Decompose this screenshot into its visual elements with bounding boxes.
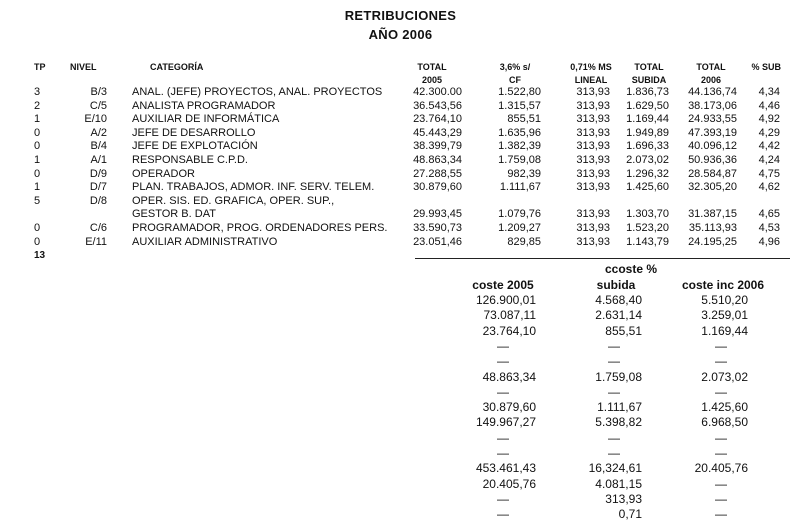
cell-cf: 1.522,80 [498, 86, 541, 98]
cell-subida: 1.143,79 [626, 235, 669, 248]
cell-lineal: 313,93 [576, 86, 610, 98]
cell-total2005: 29.993,45 [413, 208, 462, 221]
summary-cell-coste2005: 73.087,11 [483, 308, 536, 323]
summary-cell-ccoste: — [608, 338, 620, 353]
cell-total2006: 35.113,93 [688, 222, 737, 234]
cell-subida: 1.303,70 [626, 208, 669, 221]
summary-cell-ccoste: — [608, 430, 620, 445]
summary-cell-ccoste: — [608, 354, 620, 369]
cell-nivel: C/6 [89, 222, 107, 234]
cell-total2005: 23.764,10 [413, 113, 462, 126]
cell-lineal: 313,93 [576, 208, 610, 221]
cell-tp: 5 [34, 194, 41, 207]
cell-nivel: C/5 [89, 99, 107, 112]
cell-cf: 1.209,27 [498, 222, 541, 234]
cell-subida: 2.073,02 [626, 154, 669, 166]
cell-total2005: 23.051,46 [413, 235, 462, 248]
cell-lineal: 313,93 [576, 222, 610, 234]
cell-total2006: 50.936,36 [688, 154, 737, 166]
summary-cell-ccoste: 855,51 [605, 323, 642, 338]
cell-total2005: 38.399,79 [413, 140, 462, 153]
cell-nivel: A/1 [90, 154, 107, 166]
cell-categoria: OPER. SIS. ED. GRAFICA, OPER. SUP., [132, 194, 335, 207]
summary-cell-ccoste: 0,71 [618, 507, 642, 522]
cell-categoria: AUXILIAR DE INFORMÁTICA [132, 113, 280, 126]
cell-total2006: 47.393,19 [688, 126, 737, 139]
cell-lineal: 313,93 [576, 99, 610, 112]
summary-cell-costeinc: — [715, 384, 727, 399]
cell-pct: 4,65 [758, 208, 780, 221]
cell-lineal: 313,93 [576, 167, 610, 180]
cell-subida: 1.629,50 [626, 99, 669, 112]
cell-total2006: 32.305,20 [688, 181, 737, 194]
cell-tp: 0 [34, 167, 41, 180]
cell-categoria: JEFE DE EXPLOTACIÓN [132, 140, 258, 153]
summary-cell-ccoste: 313,93 [605, 491, 642, 506]
cell-categoria: OPERADOR [132, 167, 195, 180]
header-total2006-l2: 2006 [700, 75, 722, 85]
cell-tp: 2 [34, 99, 41, 112]
cell-tp: 0 [34, 126, 41, 139]
summary-header-ccoste-l1: ccoste % [604, 262, 658, 276]
summary-cell-costeinc: 3.259,01 [701, 308, 748, 323]
cell-pct: 4,92 [758, 113, 780, 126]
cell-total2005: 33.590,73 [413, 222, 462, 234]
summary-cell-costeinc: — [715, 507, 727, 522]
cell-lineal: 313,93 [576, 235, 610, 248]
cell-cf: 1.079,76 [498, 208, 541, 221]
summary-cell-costeinc: — [715, 354, 727, 369]
cell-total2006: 28.584,87 [688, 167, 737, 180]
summary-cell-costeinc: — [715, 446, 727, 460]
cell-categoria: ANALISTA PROGRAMADOR [132, 99, 276, 112]
cell-pct: 4,46 [758, 99, 780, 112]
cell-subida: 1.696,33 [626, 140, 669, 153]
cell-nivel: B/3 [90, 86, 107, 98]
tp-total: 13 [34, 250, 46, 261]
cell-total2005: 48.863,34 [413, 154, 462, 166]
cell-total2006: 24.933,55 [688, 113, 737, 126]
cell-total2005: 30.879,60 [413, 181, 462, 194]
cell-cf: 855,51 [507, 113, 541, 126]
header-cf-l1: 3,6% s/ [499, 62, 531, 72]
cell-cf: 1.635,96 [498, 126, 541, 139]
header-tp: TP [34, 62, 46, 72]
cell-pct: 4,34 [758, 86, 780, 98]
cell-tp: 3 [34, 86, 41, 98]
header-lineal-l2: LINEAL [574, 75, 608, 85]
header-subida-l1: TOTAL [634, 62, 664, 72]
summary-cell-coste2005: 126.900,01 [475, 293, 536, 307]
cell-total2005: 27.288,55 [413, 167, 462, 180]
cell-nivel: E/10 [84, 113, 107, 126]
summary-cell-costeinc: 5.510,20 [701, 293, 748, 307]
cell-subida: 1.836,73 [626, 86, 669, 98]
cell-tp: 0 [34, 222, 41, 234]
cell-cf: 1.382,39 [498, 140, 541, 153]
cell-tp: 0 [34, 235, 41, 248]
cell-nivel: B/4 [90, 140, 107, 153]
summary-cell-costeinc: — [715, 491, 727, 506]
cell-total2006: 24.195,25 [688, 235, 737, 248]
header-nivel: NIVEL [70, 62, 97, 72]
summary-cell-coste2005: — [497, 354, 509, 369]
cell-cf: 1.111,67 [499, 181, 541, 194]
summary-divider [415, 258, 790, 259]
summary-cell-coste2005: — [497, 338, 509, 353]
summary-cell-costeinc: 6.968,50 [701, 415, 748, 430]
summary-cell-coste2005: — [497, 446, 509, 460]
summary-cell-coste2005: 30.879,60 [482, 400, 536, 415]
summary-cell-costeinc: — [715, 430, 727, 445]
document-title: RETRIBUCIONES [344, 8, 457, 23]
cell-tp: 1 [34, 113, 41, 126]
summary-cell-coste2005: 23.764,10 [482, 323, 536, 338]
cell-subida: 1.523,20 [626, 222, 669, 234]
summary-cell-ccoste: 16,324,61 [588, 461, 642, 476]
summary-cell-coste2005: — [497, 507, 509, 522]
cell-total2005: 36.543,56 [413, 99, 462, 112]
cell-pct: 4,24 [758, 154, 780, 166]
cell-total2006: 38.173,06 [688, 99, 737, 112]
summary-cell-ccoste: — [608, 446, 620, 460]
cell-total2006: 40.096,12 [688, 140, 737, 153]
cell-nivel: D/8 [89, 194, 107, 207]
cell-lineal: 313,93 [576, 154, 610, 166]
summary-cell-costeinc: 1.425,60 [701, 400, 748, 415]
cell-total2005: 42.300.00 [413, 86, 462, 98]
summary-cell-coste2005: 48.863,34 [482, 369, 536, 384]
summary-cell-ccoste: 1.111,67 [597, 400, 642, 415]
cell-lineal: 313,93 [576, 140, 610, 153]
header-total2005-l2: 2005 [421, 75, 443, 85]
cell-total2005: 45.443,29 [413, 126, 462, 139]
header-lineal-l1: 0,71% MS [570, 62, 612, 72]
summary-cell-ccoste: — [608, 384, 620, 399]
cell-nivel: A/2 [90, 126, 107, 139]
cell-total2006: 31.387,15 [688, 208, 737, 221]
summary-cell-coste2005: 20.405,76 [482, 476, 536, 491]
cell-lineal: 313,93 [576, 181, 610, 194]
cell-tp: 0 [34, 140, 41, 153]
cell-categoria: ANAL. (JEFE) PROYECTOS, ANAL. PROYECTOS [132, 86, 383, 98]
cell-subida: 1.296,32 [626, 167, 669, 180]
summary-cell-costeinc: 2.073,02 [701, 369, 748, 384]
summary-cell-coste2005: 453.461,43 [475, 461, 536, 476]
cell-tp: 1 [34, 154, 41, 166]
cell-cf: 1.759,08 [498, 154, 541, 166]
cell-total2006: 44.136,74 [688, 86, 737, 98]
summary-cell-coste2005: — [497, 430, 509, 445]
summary-cell-costeinc: — [715, 476, 727, 491]
header-total2005-l1: TOTAL [417, 62, 447, 72]
summary-cell-coste2005: — [497, 491, 509, 506]
header-cf-l2: CF [509, 75, 521, 85]
document-subtitle: AÑO 2006 [368, 27, 433, 42]
summary-cell-ccoste: 2.631,14 [595, 308, 642, 323]
cell-pct: 4,29 [758, 126, 780, 139]
cell-categoria: PROGRAMADOR, PROG. ORDENADORES PERS. [132, 222, 388, 234]
cell-tp: 1 [34, 181, 41, 194]
cell-pct: 4,53 [758, 222, 780, 234]
cell-categoria: RESPONSABLE C.P.D. [132, 154, 248, 166]
cell-lineal: 313,93 [576, 113, 610, 126]
summary-cell-ccoste: 4.568,40 [595, 293, 642, 307]
cell-categoria: JEFE DE DESARROLLO [132, 126, 256, 139]
summary-cell-coste2005: 149.967,27 [475, 415, 536, 430]
summary-cell-coste2005: — [497, 384, 509, 399]
summary-cell-ccoste: 1.759,08 [595, 369, 642, 384]
header-pct: % SUB [751, 62, 781, 72]
cell-pct: 4,62 [758, 181, 780, 194]
summary-cell-ccoste: 5.398,82 [595, 415, 642, 430]
header-total2006-l1: TOTAL [696, 62, 726, 72]
cell-pct: 4,42 [758, 140, 780, 153]
header-subida-l2: SUBIDA [631, 75, 667, 85]
cell-subida: 1.949,89 [626, 126, 669, 139]
cell-nivel: D/7 [89, 181, 107, 194]
cell-nivel: D/9 [89, 167, 107, 180]
cell-pct: 4,75 [758, 167, 780, 180]
cell-cf: 1.315,57 [498, 99, 541, 112]
cell-categoria-cont: GESTOR B. DAT [132, 208, 216, 221]
cell-pct: 4,96 [758, 235, 780, 248]
summary-cell-costeinc: 20.405,76 [694, 461, 748, 476]
cell-categoria: AUXILIAR ADMINISTRATIVO [132, 235, 278, 248]
header-categoria: CATEGORÍA [150, 62, 204, 72]
cell-categoria: PLAN. TRABAJOS, ADMOR. INF. SERV. TELEM. [132, 181, 375, 194]
cell-cf: 982,39 [507, 167, 541, 180]
cell-nivel: E/11 [85, 235, 107, 248]
summary-cell-costeinc: 1.169,44 [701, 323, 748, 338]
cell-subida: 1.425,60 [626, 181, 669, 194]
cell-lineal: 313,93 [576, 126, 610, 139]
summary-header-coste2005: coste 2005 [472, 278, 534, 292]
summary-cell-costeinc: — [715, 338, 727, 353]
summary-header-costeinc: coste inc 2006 [681, 278, 765, 292]
summary-cell-ccoste: 4.081,15 [595, 476, 642, 491]
summary-header-ccoste-l2: subida [596, 278, 636, 292]
cell-subida: 1.169,44 [626, 113, 669, 126]
cell-cf: 829,85 [507, 235, 541, 248]
